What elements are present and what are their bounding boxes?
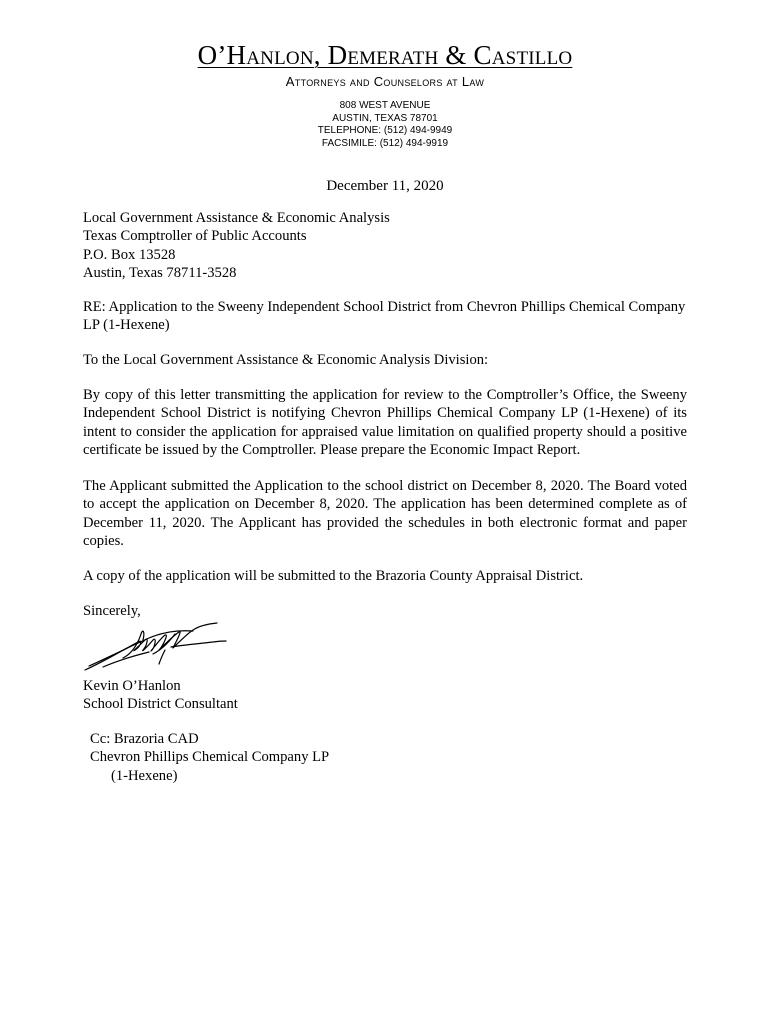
body-paragraph: By copy of this letter transmitting the application for review to the Comptroller’s Office, the Sweeny Independent School District is notifying Chevron Phillips Chemical Company LP (1-Hexene) of its intent to consider the application for appraised value limitation on qualified property should a positive certificate be issued by the Comptroller. Please prepare the Economic Impact Report. [83,387,687,458]
cc-line: (1-Hexene) [111,767,178,784]
signer-name: Kevin O’Hanlon [83,678,181,694]
address-street: 808 WEST AVENUE [339,100,431,111]
body-paragraph: A copy of the application will be submitted to the Brazoria County Appraisal District. [83,568,584,584]
address-facsimile: FACSIMILE: (512) 494-9919 [321,137,449,149]
address-city: AUSTIN, TEXAS 78701 [332,112,438,124]
letter-date: December 11, 2020 [326,178,444,194]
subject-line: RE: Application to the Sweeny Independent School District from Chevron Phillips Chemical Company LP (1-Hexene) [83,299,686,334]
firm-name: O’Hanlon, Demerath & Castillo [197,40,573,70]
recipient-line: Texas Comptroller of Public Accounts [83,228,307,245]
recipient-line: P.O. Box 13528 [83,246,176,263]
salutation: To the Local Government Assistance & Economic Analysis Division: [83,352,489,368]
firm-tagline: Attorneys and Counselors at Law [285,74,485,89]
letterhead [0,40,770,150]
cc-line: Cc: Brazoria CAD [90,731,199,747]
signer-title: School District Consultant [83,696,238,713]
address-telephone: TELEPHONE: (512) 494-9949 [317,125,453,136]
cc-line: Chevron Phillips Chemical Company LP [90,749,330,766]
recipient-line: Austin, Texas 78711-3528 [83,264,237,281]
firm-address [0,100,770,150]
recipient-address [83,209,687,282]
signature-image [83,620,228,676]
cc-block [90,730,694,785]
closing: Sincerely, [83,603,141,619]
signer-block [83,677,687,714]
recipient-line: Local Government Assistance & Economic Analysis [83,210,390,226]
body-paragraph: The Applicant submitted the Application to the school district on December 8, 2020. The Board voted to accept the application on December 8, 2020. The application has been determined complete as of December 11, 2020. The Applicant has provided the schedules in both electronic format and paper copies. [83,478,687,549]
